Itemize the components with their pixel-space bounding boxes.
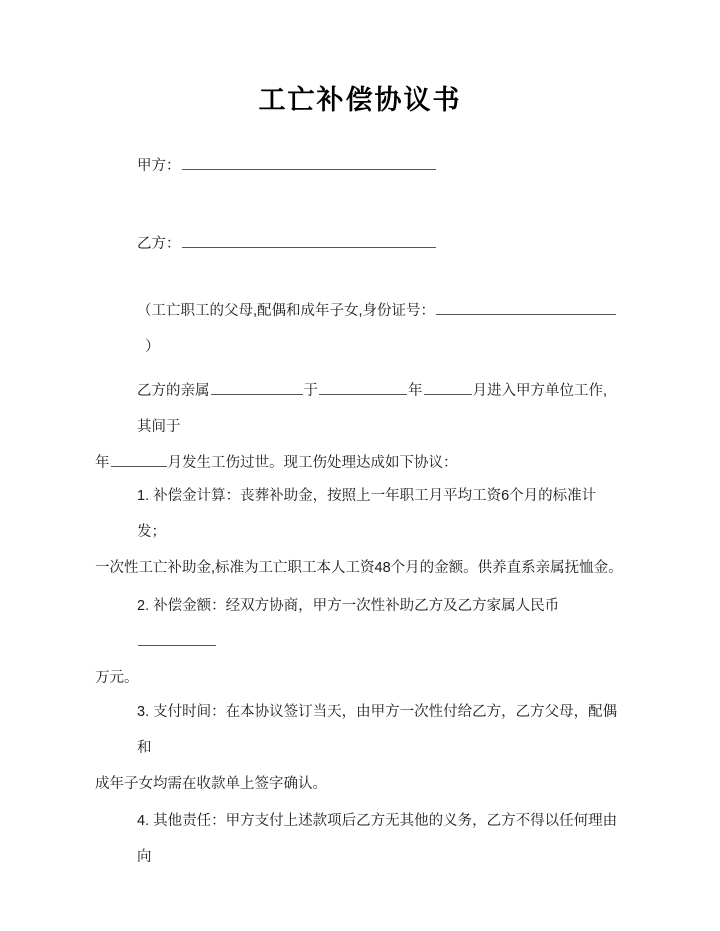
start-year-blank[interactable] <box>319 379 407 395</box>
clause-2-line-2 <box>95 660 623 696</box>
clause-item-3 <box>95 694 623 802</box>
party-a-row <box>95 148 620 184</box>
compensation-amount-blank[interactable] <box>138 630 216 646</box>
clause-2-text-line-1: 补偿金额：经双方协商，甲方一次性补助乙方及乙方家属人民币 <box>153 598 560 614</box>
clause-3-text-line-2: 成年子女均需在收款单上签字确认。 <box>95 776 327 792</box>
clause-1-line-2 <box>95 550 623 586</box>
clause-1-number: 1. <box>137 488 150 504</box>
clause-1-text-line-1: 补偿金计算：丧葬补助金，按照上一年职工月平均工资6个月的标准计发； <box>137 488 597 540</box>
clause-4-text-line-1: 其他责任：甲方支付上述款项后乙方无其他的义务，乙方不得以任何理由向 <box>137 813 618 865</box>
intro-paragraph <box>95 373 620 481</box>
relative-name-blank[interactable] <box>211 379 303 395</box>
intro-text-d: 月进入甲方单位工作,其间于 <box>137 383 608 435</box>
clause-2-number: 2. <box>137 598 150 614</box>
intro-text-a: 乙方的亲属 <box>137 383 210 399</box>
clause-1-line-1 <box>95 478 623 550</box>
parenthetical-line <box>95 293 635 365</box>
clause-2-line-1 <box>95 588 623 660</box>
intro-line-1 <box>95 373 620 445</box>
clause-item-2 <box>95 588 623 696</box>
clause-item-4 <box>95 803 623 875</box>
parenthesis-close: ） <box>145 339 160 355</box>
clause-2-text-line-2: 万元。 <box>95 670 139 686</box>
party-b-line <box>95 226 620 262</box>
intro-text-c: 年 <box>408 383 423 399</box>
clause-3-line-2 <box>95 766 623 802</box>
id-number-input-blank[interactable] <box>436 299 616 315</box>
party-b-label: 乙方： <box>137 236 181 252</box>
clause-3-number: 3. <box>137 704 150 720</box>
clause-item-1 <box>95 478 623 586</box>
party-a-label: 甲方： <box>137 158 181 174</box>
party-b-input-blank[interactable] <box>182 232 436 248</box>
intro-text-b: 于 <box>303 383 318 399</box>
party-b-row <box>95 226 620 262</box>
intro-text-e: 年 <box>95 455 110 471</box>
page-title: 工亡补偿协议书 <box>258 85 462 115</box>
intro-text-f: 月发生工伤过世。现工伤处理达成如下协议： <box>167 455 458 471</box>
clause-3-line-1 <box>95 694 623 766</box>
clause-4-line-1 <box>95 803 623 875</box>
intro-line-2 <box>95 445 620 481</box>
clause-1-text-line-2: 一次性工亡补助金,标准为工亡职工本人工资48个月的金额。供养直系亲属抚恤金。 <box>95 560 623 576</box>
party-a-input-blank[interactable] <box>182 154 436 170</box>
parenthetical-row <box>95 293 635 365</box>
parenthetical-text: 工亡职工的父母,配偶和成年子女,身份证号： <box>151 303 436 319</box>
clause-3-text-line-1: 支付时间：在本协议签订当天，由甲方一次性付给乙方，乙方父母，配偶和 <box>137 704 618 756</box>
clause-4-number: 4. <box>137 813 150 829</box>
party-a-line <box>95 148 620 184</box>
incident-month-blank[interactable] <box>111 451 167 467</box>
start-month-blank[interactable] <box>424 379 472 395</box>
parenthesis-open: （ <box>137 303 152 319</box>
